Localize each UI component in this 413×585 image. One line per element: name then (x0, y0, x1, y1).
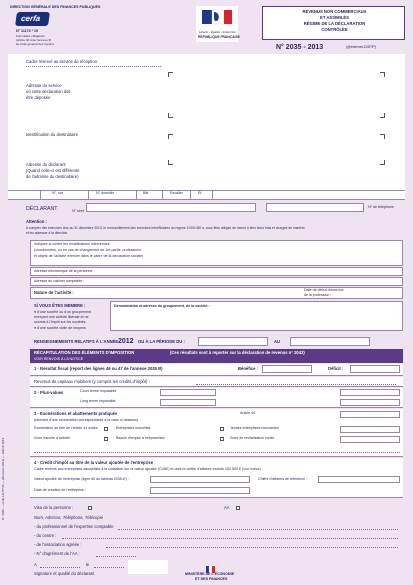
exo-checkbox-1[interactable] (104, 427, 108, 431)
creation-date-input[interactable] (150, 487, 250, 494)
exo-input-3[interactable] (340, 436, 400, 443)
short-term-input-2[interactable] (340, 389, 400, 396)
signature-field[interactable] (128, 560, 168, 574)
form-page: DIRECTION GÉNÉRALE DES FINANCES PUBLIQUES cerfa N° 11176 * 15 Formulaire obligatoire (article 40 A de l'annexe III au code général des impôts) Liberté • Égalité • Fraternité RÉPUBLIQUE FRANÇAISE REVENUS NON COMMERCIAUX ET ASSIMILÉS RÉGIME DE LA DÉCLARATION CONTRÔLÉE N° 2035 - 2013 (@internet-DGFiP) Cadre réservé au service de réception Adresse du service où cette déclaration doit être déposée Identification du destinataire Adresse du déclarant (Quand celle-ci est différente de l'adresse du destinataire) N°, rue N° domicile Bât Escalier Ét. DÉCLARANT N° siret N° de téléphone Attention : A compter des exercices clos au 31 décembre 2013, le renouvellement des exercices bénéficiaires au regime 11/09-050 a, vous êtes obligés de mener à bien leurs frais et charges de manière et les adresser à la direction. Indiquez ci-contre les modifications intervenues (coordonnées, ou en cas de changement de 1re partie, professions et objets de l'activité exercée dans le cadre de la déclaration sociale) Adresse électronique de la personne : Adresse du cabinet comptable : Nature de l'activité : Date de début d'exercice de la profession : Si VOUS ÊTES MEMBRE : ● d'une société ou d'un groupement exerçant une activité libérale et ne soumis à l'impôt sur les sociétés ● d'une société civile de moyens Dénomination et adresse du groupement, de la société : RENSEIGNEMENTS RELATIFS À L'ANNÉE 2012 OU À LA PÉRIODE DU : AU RÉCAPITULATION DES ÉLÉMENTS D'IMPOSITION (Ces résultats sont à reporter sur la déclaration de revenus n° 2042) VOIR RENVOIS À LA NOTICE 1 - Résultat fiscal (report des lignes 46 ou 47 de l'annexe 2035 B) Bénéfice : Déficit : Revenus de capitaux mobiliers (y compris les crédits d'impôt) : 2 - Plus-values Court terme imposable Long terme imposable 3 - Exonérations et abattements pratiqués (relevant d'une exonération correspondante à la case ci-dessous) Article 44 Exonération au titre de l'article 44 octies Entreprises nouvelles Jeunes entreprises innovantes Zone franche d'activité Bassin d'emploi à redynamiser Zone de revitalisation rurale 4 - Crédit d'impôt au titre de la valeur ajoutée de l'entreprise Cadre réservé aux entreprises assujetties à la cotisation sur la valeur ajoutée (CVAE) et dont le chiffre d'affaires excède 152 500 € (voir notice) Valeur ajoutée de l'entreprise (ligne 50 du tableau 2035-E) : Chiffre d'affaires de référence : Date de création de l'entreprise : Visa de la personne : AA Nom, Adresse, Téléphone, Télécopie - du professionnel de l'expertise comptable - du centre : - de l'association agréée : - N° d'agrément de l'AA : A le Signature et qualité du déclarant MINISTÈRE DE L'ÉCONOMIE ET DES FINANCES N° 2035 — cerfa 11176*15 — (Revision 2013) — DGFiP 2013 (0, 0, 413, 585)
deficit-input[interactable] (350, 365, 400, 373)
accountant-field[interactable] (30, 277, 403, 286)
benefit-input[interactable] (262, 365, 312, 373)
period-start-input[interactable] (198, 337, 268, 346)
long-term-input-2[interactable] (340, 399, 400, 406)
value-added-input[interactable] (150, 476, 250, 483)
ministry-logo (196, 562, 226, 572)
declarant-label: DÉCLARANT (26, 206, 58, 212)
side-code: N° 2035 — cerfa 11176*15 — (Revision 2013) — DGFiP 2013 (1, 437, 5, 520)
period-end-input[interactable] (290, 337, 370, 346)
exo-input-1[interactable] (340, 411, 400, 418)
attention-label: Attention : (26, 219, 47, 224)
exo-checkbox-4[interactable] (220, 437, 224, 441)
exo-checkbox-3[interactable] (104, 437, 108, 441)
recap-header: RÉCAPITULATION DES ÉLÉMENTS D'IMPOSITION (Ces résultats sont à reporter sur la déclaration de revenus n° 2042) VOIR RENVOIS À LA NOTICE (30, 349, 403, 363)
exo-input-2[interactable] (340, 426, 400, 433)
marianne-logo: Liberté • Égalité • Fraternité RÉPUBLIQUE FRANÇAISE (196, 6, 238, 42)
aa-checkbox[interactable] (236, 506, 240, 510)
form-number: N° 2035 - 2013 (276, 44, 324, 51)
regime-box: REVENUS NON COMMERCIAUX ET ASSIMILÉS RÉGIME DE LA DÉCLARATION CONTRÔLÉE (262, 6, 405, 40)
ministry-label: DIRECTION GÉNÉRALE DES FINANCES PUBLIQUES (10, 5, 101, 9)
identification-label: Identification du destinataire (26, 132, 79, 137)
period-label: RENSEIGNEMENTS RELATIFS À L'ANNÉE (34, 339, 119, 344)
siret-input[interactable] (86, 203, 256, 212)
visa-checkbox[interactable] (88, 506, 92, 510)
activity-field[interactable] (30, 287, 403, 299)
exo-checkbox-2[interactable] (220, 427, 224, 431)
marianne-icon (196, 6, 238, 30)
turnover-input[interactable] (318, 476, 400, 483)
short-term-input[interactable] (160, 389, 216, 396)
cerfa-number: N° 11176 * 15 (16, 29, 39, 33)
cerfa-logo: cerfa (15, 12, 50, 26)
reception-label: Cadre réservé au service de réception (26, 59, 97, 64)
address-columns[interactable] (8, 190, 405, 200)
phone-input[interactable] (266, 203, 364, 212)
long-term-input[interactable] (160, 399, 216, 406)
